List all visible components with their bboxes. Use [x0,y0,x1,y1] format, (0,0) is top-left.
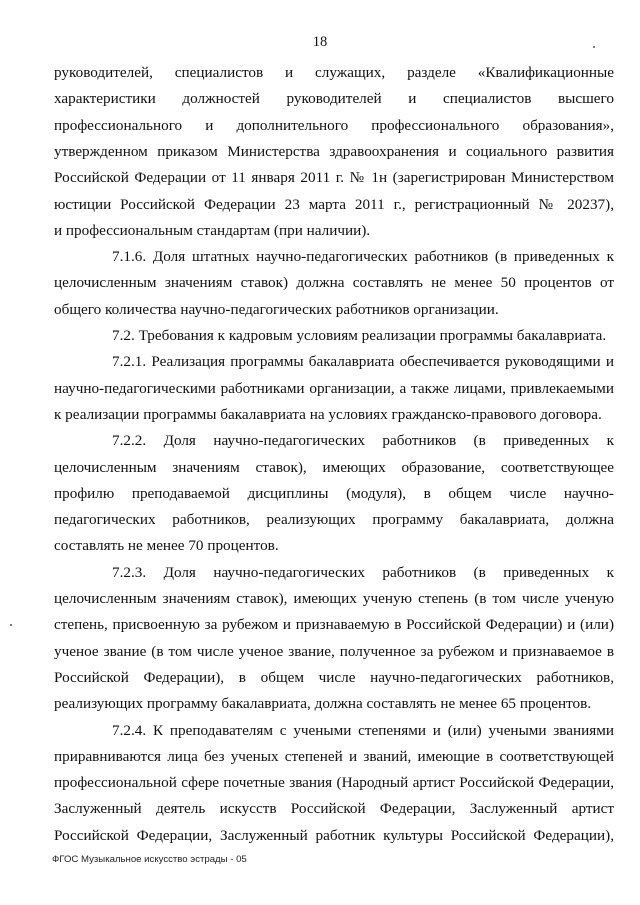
page-number: 18 [312,34,328,50]
paragraph-line: научно-педагогическими работниками организации, а также лицами, привлекаемыми [54,380,614,397]
paragraph-line: профилю преподаваемой дисциплины (модуля), в общем числе научно- [54,485,614,502]
paragraph-first-line: 7.1.6. Доля штатных научно-педагогических работников (в приведенных к [112,248,614,265]
paragraph-line: педагогических работников, реализующих программу бакалавриата, должна [54,511,614,528]
paragraph-line: Российской Федерации, Заслуженный работник культуры Российской Федерации), [54,827,614,844]
paragraph-line: целочисленным значениям ставок), имеющих образование, соответствующее [54,459,614,476]
paragraph-line: целочисленным значениям ставок), имеющих ученую степень (в том числе ученую [54,590,614,607]
paragraph-line: степень, присвоенную за рубежом и признаваемую в Российской Федерации) и (или) [54,616,614,633]
scan-speck [593,46,595,48]
paragraph-line: составлять не менее 70 процентов. [54,537,279,554]
paragraph-line: общего количества научно-педагогических работников организации. [54,301,499,318]
paragraph-line: Российской Федерации от 11 января 2011 г. № 1н (зарегистрирован Министерством [54,169,614,186]
paragraph-line: утвержденном приказом Министерства здравоохранения и социального развития [54,143,614,160]
paragraph-line: и профессиональным стандартам (при наличии). [54,222,371,239]
paragraph-line: профессионального и дополнительного профессионального образования», [54,117,614,134]
paragraph-line: характеристики должностей руководителей и специалистов высшего [54,90,614,107]
paragraph-line: руководителей, специалистов и служащих, разделе «Квалификационные [54,64,614,81]
scan-speck [10,624,12,626]
paragraph-line: профессиональной сфере почетные звания (Народный артист Российской Федерации, [54,774,614,791]
paragraph-line: к реализации программы бакалавриата на условиях гражданско-правового договора. [54,406,602,423]
paragraph-first-line: 7.2.2. Доля научно-педагогических работников (в приведенных к [112,432,614,449]
paragraph-line: юстиции Российской Федерации 23 марта 2011 г., регистрационный № 20237), [54,196,614,213]
paragraph-first-line: 7.2.1. Реализация программы бакалавриата обеспечивается руководящими и [112,353,614,370]
paragraph-line: Заслуженный деятель искусств Российской Федерации, Заслуженный артист [54,800,614,817]
paragraph-line: реализующих программу бакалавриата, должна составлять не менее 65 процентов. [54,695,592,712]
paragraph-first-line: 7.2.4. К преподавателям с учеными степенями и (или) учеными званиями [112,722,614,739]
paragraph-first-line: 7.2.3. Доля научно-педагогических работников (в приведенных к [112,564,614,581]
paragraph-line: приравниваются лица без ученых степеней и званий, имеющие в соответствующей [54,748,614,765]
document-footer: ФГОС Музыкальное искусство эстрады - 05 [52,854,247,865]
paragraph-line: Российской Федерации), в общем числе научно-педагогических работников, [54,669,614,686]
paragraph-line: ученое звание (в том числе ученое звание, полученное за рубежом и признаваемое в [54,643,614,660]
paragraph-line: целочисленным значениям ставок) должна составлять не менее 50 процентов от [54,274,614,291]
paragraph-first-line: 7.2. Требования к кадровым условиям реализации программы бакалавриата. [112,327,607,344]
